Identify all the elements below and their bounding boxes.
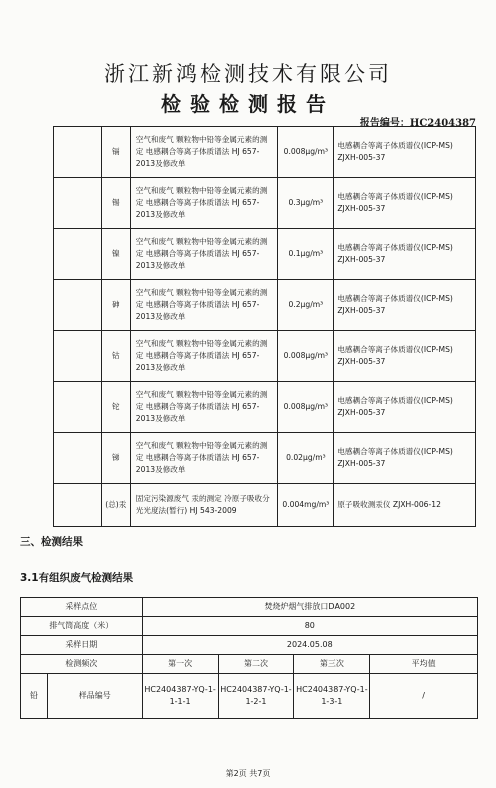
blank-cell [54,484,102,527]
sample-id-average: / [370,674,478,719]
subsection-title: 3.1有组织废气检测结果 [20,572,134,584]
label-height: 排气筒高度（米） [21,617,143,636]
report-number: 报告编号：HC2404387 [359,118,476,129]
instrument-cell: 电感耦合等离子体质谱仪(ICP-MS) ZJXH-005-37 [334,127,476,178]
section-title: 三、检测结果 [20,536,83,548]
item-cell: (总)汞 [101,484,130,527]
header-first: 第一次 [142,655,218,674]
label-sample-id: 样品编号 [47,674,142,719]
sample-id-2: HC2404387-YQ-1-1-2-1 [218,674,294,719]
limit-cell: 0.3μg/m³ [278,178,334,229]
limit-cell: 0.2μg/m³ [278,280,334,331]
method-cell: 空气和废气 颗粒物中铅等金属元素的测定 电感耦合等离子体质谱法 HJ 657-2013及修改单 [130,280,278,331]
label-date: 采样日期 [21,636,143,655]
item-cell: 镉 [101,127,130,178]
method-cell: 空气和废气 颗粒物中铅等金属元素的测定 电感耦合等离子体质谱法 HJ 657-2013及修改单 [130,331,278,382]
item-cell: 砷 [101,280,130,331]
method-cell: 空气和废气 颗粒物中铅等金属元素的测定 电感耦合等离子体质谱法 HJ 657-2013及修改单 [130,433,278,484]
header-second: 第二次 [218,655,294,674]
company-name: 浙江新鸿检测技术有限公司 [104,62,392,86]
method-row [54,331,476,382]
instrument-cell: 电感耦合等离子体质谱仪(ICP-MS) ZJXH-005-37 [334,178,476,229]
method-row [54,127,476,178]
blank-cell [54,178,102,229]
method-cell: 空气和废气 颗粒物中铅等金属元素的测定 电感耦合等离子体质谱法 HJ 657-2013及修改单 [130,178,278,229]
item-cell: 锑 [101,433,130,484]
instrument-cell: 电感耦合等离子体质谱仪(ICP-MS) ZJXH-005-37 [334,331,476,382]
instrument-cell: 电感耦合等离子体质谱仪(ICP-MS) ZJXH-005-37 [334,280,476,331]
blank-cell [54,127,102,178]
limit-cell: 0.008μg/m³ [278,127,334,178]
limit-cell: 0.02μg/m³ [278,433,334,484]
method-cell: 空气和废气 颗粒物中铅等金属元素的测定 电感耦合等离子体质谱法 HJ 657-2013及修改单 [130,382,278,433]
method-row [54,484,476,527]
value-date: 2024.05.08 [142,636,477,655]
instrument-cell: 电感耦合等离子体质谱仪(ICP-MS) ZJXH-005-37 [334,382,476,433]
limit-cell: 0.004mg/m³ [278,484,334,527]
results-table [20,597,478,719]
blank-cell [54,229,102,280]
page-footer: 第2页 共7页 [225,769,271,778]
item-cell: 铊 [101,382,130,433]
limit-cell: 0.008μg/m³ [278,382,334,433]
method-row [54,280,476,331]
blank-cell [54,382,102,433]
item-cell: 钴 [101,331,130,382]
blank-cell [54,433,102,484]
method-row [54,178,476,229]
label-frequency: 检测频次 [21,655,143,674]
limit-cell: 0.1μg/m³ [278,229,334,280]
method-row [54,433,476,484]
metal-name: 铅 [21,674,48,719]
header-third: 第三次 [294,655,370,674]
sample-id-1: HC2404387-YQ-1-1-1-1 [142,674,218,719]
methods-table [53,126,476,527]
instrument-cell: 电感耦合等离子体质谱仪(ICP-MS) ZJXH-005-37 [334,433,476,484]
value-point: 焚烧炉烟气排放口DA002 [142,598,477,617]
report-title: 检验检测报告 [161,92,335,116]
header-average: 平均值 [370,655,478,674]
instrument-cell: 原子吸收测汞仪 ZJXH-006-12 [334,484,476,527]
method-row [54,229,476,280]
instrument-cell: 电感耦合等离子体质谱仪(ICP-MS) ZJXH-005-37 [334,229,476,280]
blank-cell [54,331,102,382]
blank-cell [54,280,102,331]
sample-id-3: HC2404387-YQ-1-1-3-1 [294,674,370,719]
label-point: 采样点位 [21,598,143,617]
value-height: 80 [142,617,477,636]
method-cell: 固定污染源废气 汞的测定 冷原子吸收分光光度法(暂行) HJ 543-2009 [130,484,278,527]
method-cell: 空气和废气 颗粒物中铅等金属元素的测定 电感耦合等离子体质谱法 HJ 657-2013及修改单 [130,229,278,280]
method-row [54,382,476,433]
limit-cell: 0.008μg/m³ [278,331,334,382]
item-cell: 镍 [101,229,130,280]
method-cell: 空气和废气 颗粒物中铅等金属元素的测定 电感耦合等离子体质谱法 HJ 657-2013及修改单 [130,127,278,178]
item-cell: 锡 [101,178,130,229]
